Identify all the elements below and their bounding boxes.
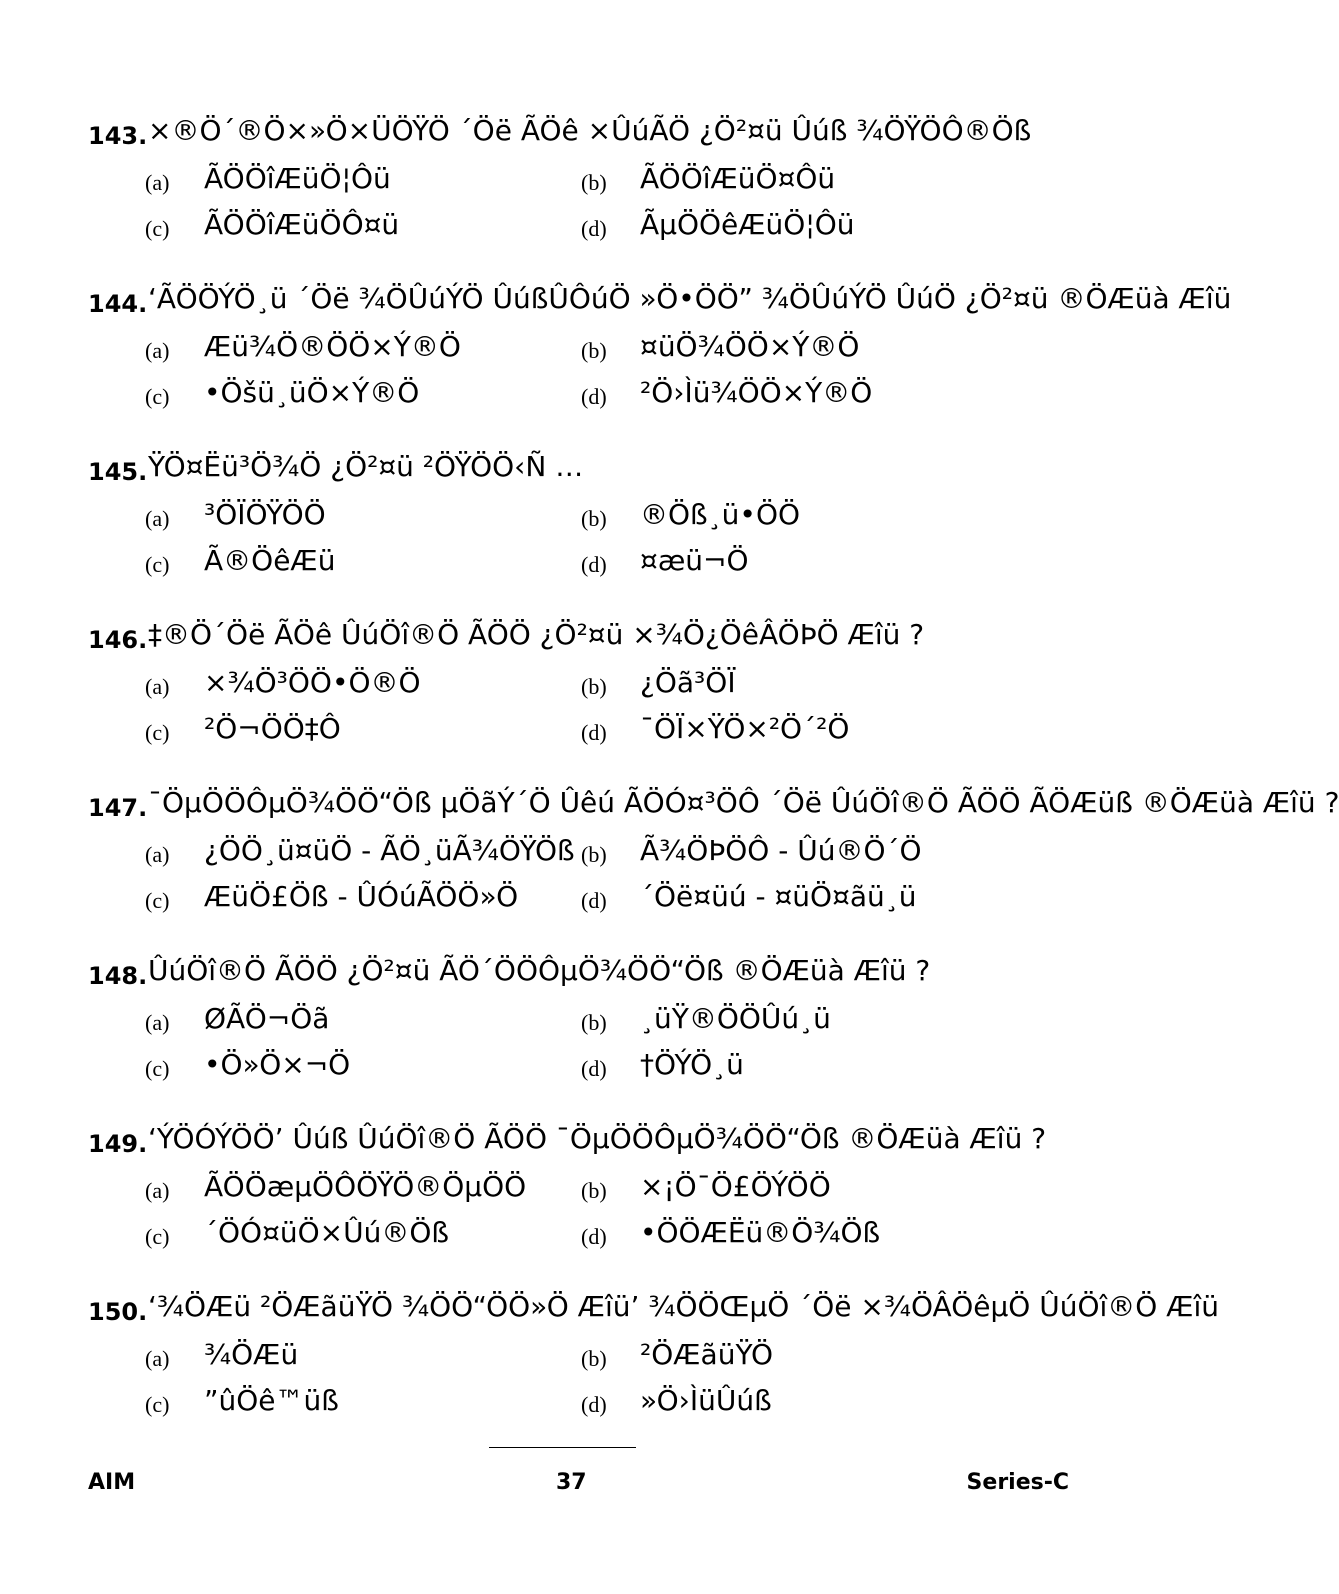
question-text: ‘ÝÖÓÝÖÖ’ Ûúß ÛúÖî®Ö ÃÖÖ ¯ÖµÖÖÔµÖ¾ÖÖ“Öß ®ÖÆüà Æîü ? [148, 1122, 1047, 1155]
option-letter: (a) [145, 1178, 170, 1203]
option-letter: (c) [145, 1056, 170, 1081]
option-text: ÃÖÖîÆüÖ¤Ôü [640, 162, 836, 195]
option-letter: (b) [581, 842, 607, 867]
option-text: ØÃÖ¬Öã [204, 1002, 330, 1035]
question-145 [88, 448, 1133, 586]
option-letter: (c) [145, 384, 170, 409]
option-text: ×¡Ö¯Ö£ÖÝÖÖ [640, 1170, 831, 1203]
question-number: 144. [88, 290, 148, 318]
option-text: ¿Öã³ÖÏ [640, 666, 736, 699]
option-text: ”ûÖê™üß [204, 1384, 339, 1417]
option-text: ²ÖÆãüŸÖ [640, 1338, 774, 1371]
question-150 [88, 1288, 1220, 1426]
option-letter: (b) [581, 1010, 607, 1035]
question-text: ‘ÃÖÖÝÖ¸ü ´Öë ¾ÖÛúÝÖ ÛúßÛÔúÖ »Ö•ÖÖ” ¾ÖÛúÝÖ ÛúÖ ¿Ö²¤ü ®ÖÆüà Æîü [148, 282, 1232, 315]
option-letter: (a) [145, 1010, 170, 1035]
question-text: ‡®Ö´Öë ÃÖê ÛúÖî®Ö ÃÖÖ ¿Ö²¤ü ×¾Ö¿ÖêÂÖÞÖ Æîü ? [148, 618, 925, 651]
option-text: ÃÖÖîÆüÖ¦Ôü [204, 162, 391, 195]
option-letter: (d) [581, 1056, 607, 1081]
option-letter: (b) [581, 1346, 607, 1371]
option-letter: (c) [145, 552, 170, 577]
question-text: ŸÖ¤Ëü³Ö¾Ö ¿Ö²¤ü ²ÖŸÖÖ‹Ñ … [148, 450, 584, 483]
question-149 [88, 1120, 1133, 1258]
option-letter: (c) [145, 888, 170, 913]
option-text: ÃµÖÖêÆüÖ¦Ôü [640, 208, 855, 241]
option-letter: (a) [145, 170, 170, 195]
question-144 [88, 280, 1232, 418]
option-letter: (d) [581, 216, 607, 241]
option-text: ¿ÖÖ¸ü¤üÖ - ÃÖ¸üÃ¾ÖŸÖß [204, 834, 575, 867]
page-number: 37 [556, 1470, 587, 1495]
question-number: 150. [88, 1298, 148, 1326]
option-letter: (d) [581, 720, 607, 745]
option-letter: (c) [145, 1224, 170, 1249]
option-letter: (d) [581, 888, 607, 913]
question-number: 145. [88, 458, 148, 486]
option-text: »Ö›ÌüÛúß [640, 1384, 772, 1417]
question-number: 147. [88, 794, 148, 822]
option-letter: (a) [145, 842, 170, 867]
option-letter: (b) [581, 170, 607, 195]
option-letter: (b) [581, 674, 607, 699]
question-text: ×®Ö´®Ö×»Ö×ÜÖŸÖ ´Öë ÃÖê ×ÛúÃÖ ¿Ö²¤ü Ûúß ¾ÖŸÖÔ®Öß [148, 114, 1032, 147]
option-text: ¤üÖ¾ÖÖ×Ý®Ö [640, 330, 860, 363]
option-text: ³ÖÏÖŸÖÖ [204, 498, 326, 531]
footer-divider [489, 1447, 636, 1448]
question-text: ‘¾ÖÆü ²ÖÆãüŸÖ ¾ÖÖ“ÖÖ»Ö Æîü’ ¾ÖÖŒµÖ ´Öë ×¾ÖÂÖêµÖ ÛúÖî®Ö Æîü [148, 1290, 1220, 1323]
option-text: ®Öß¸ü•ÖÖ [640, 498, 801, 531]
question-text: ÛúÖî®Ö ÃÖÖ ¿Ö²¤ü ÃÖ´ÖÖÔµÖ¾ÖÖ“Öß ®ÖÆüà Æîü ? [148, 954, 931, 987]
question-number: 146. [88, 626, 148, 654]
question-146 [88, 616, 1133, 754]
option-text: Ã®ÖêÆü [204, 544, 336, 577]
option-letter: (a) [145, 338, 170, 363]
option-letter: (b) [581, 506, 607, 531]
option-text: Æü¾Ö®ÖÖ×Ý®Ö [204, 330, 461, 363]
option-text: ¸üŸ®ÖÖÛú¸ü [640, 1002, 831, 1035]
question-text: ¯ÖµÖÖÔµÖ¾ÖÖ“Öß µÖãÝ´Ö Ûêú ÃÖÓ¤³ÖÔ ´Öë ÛúÖî®Ö ÃÖÖ ÃÖÆüß ®ÖÆüà Æîü ? [148, 786, 1339, 819]
option-text: ¯ÖÏ×ŸÖ×²Ö´²Ö [640, 712, 850, 745]
option-text: †ÖÝÖ¸ü [640, 1048, 744, 1081]
option-text: ´ÖÓ¤üÖ×Ûú®Öß [204, 1216, 450, 1249]
option-text: ÃÖÖîÆüÖÔ¤ü [204, 208, 400, 241]
option-letter: (a) [145, 1346, 170, 1371]
option-letter: (d) [581, 1392, 607, 1417]
option-text: ¤æü¬Ö [640, 544, 749, 577]
option-letter: (c) [145, 216, 170, 241]
question-143 [88, 112, 1133, 250]
question-number: 149. [88, 1130, 148, 1158]
option-text: ÃÖÖæµÖÔÖŸÖ®ÖµÖÖ [204, 1170, 527, 1203]
option-letter: (b) [581, 338, 607, 363]
option-letter: (d) [581, 552, 607, 577]
option-text: •ÖÖÆËü®Ö¾Öß [640, 1216, 881, 1249]
option-text: •Öšü¸üÖ×Ý®Ö [204, 376, 420, 409]
option-text: ²Ö›Ìü¾ÖÖ×Ý®Ö [640, 376, 873, 409]
option-text: •Ö»Ö×¬Ö [204, 1048, 351, 1081]
option-text: ²Ö¬ÖÖ‡Ô [204, 712, 341, 745]
option-text: ´Öë¤üú - ¤üÖ¤ãü¸ü [640, 880, 917, 913]
option-letter: (c) [145, 1392, 170, 1417]
question-148 [88, 952, 1133, 1090]
question-number: 148. [88, 962, 148, 990]
option-letter: (d) [581, 1224, 607, 1249]
option-text: ×¾Ö³ÖÖ•Ö®Ö [204, 666, 421, 699]
option-letter: (c) [145, 720, 170, 745]
question-number: 143. [88, 122, 148, 150]
option-text: ÆüÖ£Öß - ÛÓúÃÖÖ»Ö [204, 880, 519, 913]
footer-series: Series-C [966, 1470, 1069, 1495]
option-letter: (a) [145, 674, 170, 699]
option-text: Ã¾ÖÞÖÔ - Ûú®Ö´Ö [640, 834, 922, 867]
option-text: ¾ÖÆü [204, 1338, 299, 1371]
option-letter: (a) [145, 506, 170, 531]
option-letter: (b) [581, 1178, 607, 1203]
question-147 [88, 784, 1339, 922]
footer-exam-code: AIM [88, 1470, 136, 1495]
option-letter: (d) [581, 384, 607, 409]
